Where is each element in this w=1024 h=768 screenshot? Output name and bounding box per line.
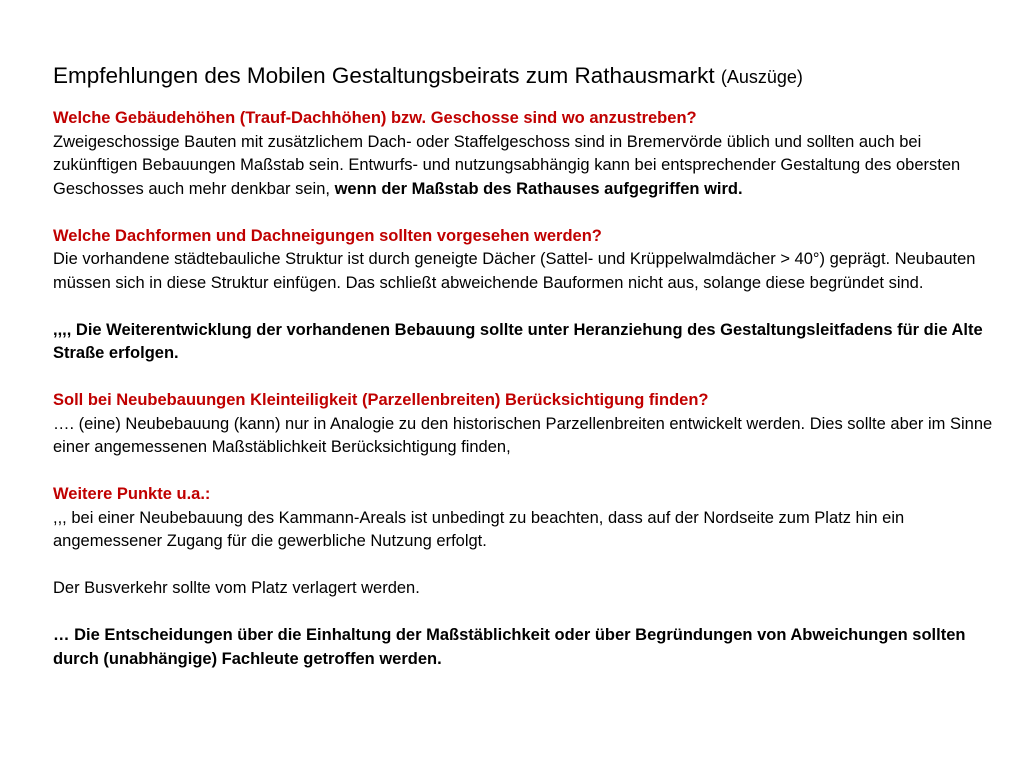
- title-main: Empfehlungen des Mobilen Gestaltungsbeirats zum Rathausmarkt: [53, 63, 715, 88]
- statement-bus-traffic: Der Busverkehr sollte vom Platz verlagert werden.: [53, 579, 420, 597]
- question-building-heights: Welche Gebäudehöhen (Trauf-Dachhöhen) bzw. Geschosse sind wo anzustreben?: [53, 109, 697, 127]
- statement-decisions: … Die Entscheidungen über die Einhaltung der Maßstäblichkeit oder über Begründungen von Abweichungen sollten durch (unabhängige) Fachleute getroffen werden.: [53, 626, 966, 668]
- section-parcel-widths: [53, 389, 993, 460]
- answer-building-heights-emphasis: wenn der Maßstab des Rathauses aufgegriffen wird.: [334, 179, 743, 198]
- title-suffix: (Auszüge): [720, 67, 803, 87]
- answer-further-points: ,,, bei einer Neubebauung des Kammann-Areals ist unbedingt zu beachten, dass auf der Nordseite zum Platz hin ein angemessener Zugang für die gewerbliche Nutzung erfolgt.: [53, 508, 905, 550]
- document-body: [53, 107, 993, 671]
- question-roof-forms: Welche Dachformen und Dachneigungen sollten vorgesehen werden?: [53, 226, 602, 245]
- section-bus-traffic: [53, 577, 993, 601]
- section-roof-forms: [53, 225, 993, 296]
- section-further-development: [53, 319, 993, 366]
- statement-further-development: ,,,, Die Weiterentwicklung der vorhandenen Bebauung sollte unter Heranziehung des Gestaltungsleitfadens für die Alte Straße erfolgen.: [53, 320, 983, 362]
- answer-building-heights: [53, 131, 993, 202]
- question-parcel-widths: Soll bei Neubebauungen Kleinteiligkeit (Parzellenbreiten) Berücksichtigung finden?: [53, 391, 709, 409]
- section-building-heights: [53, 107, 993, 201]
- page-title: [53, 62, 993, 91]
- slide: [53, 62, 993, 671]
- answer-roof-forms: Die vorhandene städtebauliche Struktur ist durch geneigte Dächer (Sattel- und Krüppelwalmdächer > 40°) geprägt. Neubauten müssen sich in diese Struktur einfügen. Das schließt abweichende Bauformen nicht aus, solange diese begründet sind.: [53, 250, 976, 292]
- section-decisions: [53, 624, 993, 671]
- answer-building-heights-text: Zweigeschossige Bauten mit zusätzlichem Dach- oder Staffelgeschoss sind in Bremervörde üblich und sollten auch bei zukünftigen Bebauungen Maßstab sein. Entwurfs- und nutzungsabhängig kann bei entsprechender Gestaltung des obersten Geschosses auch mehr denkbar sein,: [53, 132, 961, 198]
- question-further-points: Weitere Punkte u.a.:: [53, 485, 211, 503]
- answer-parcel-widths: …. (eine) Neubebauung (kann) nur in Analogie zu den historischen Parzellenbreiten entwickelt werden. Dies sollte aber im Sinne einer angemessenen Maßstäblichkeit Berücksichtigung finden,: [53, 414, 993, 456]
- section-further-points: [53, 483, 993, 554]
